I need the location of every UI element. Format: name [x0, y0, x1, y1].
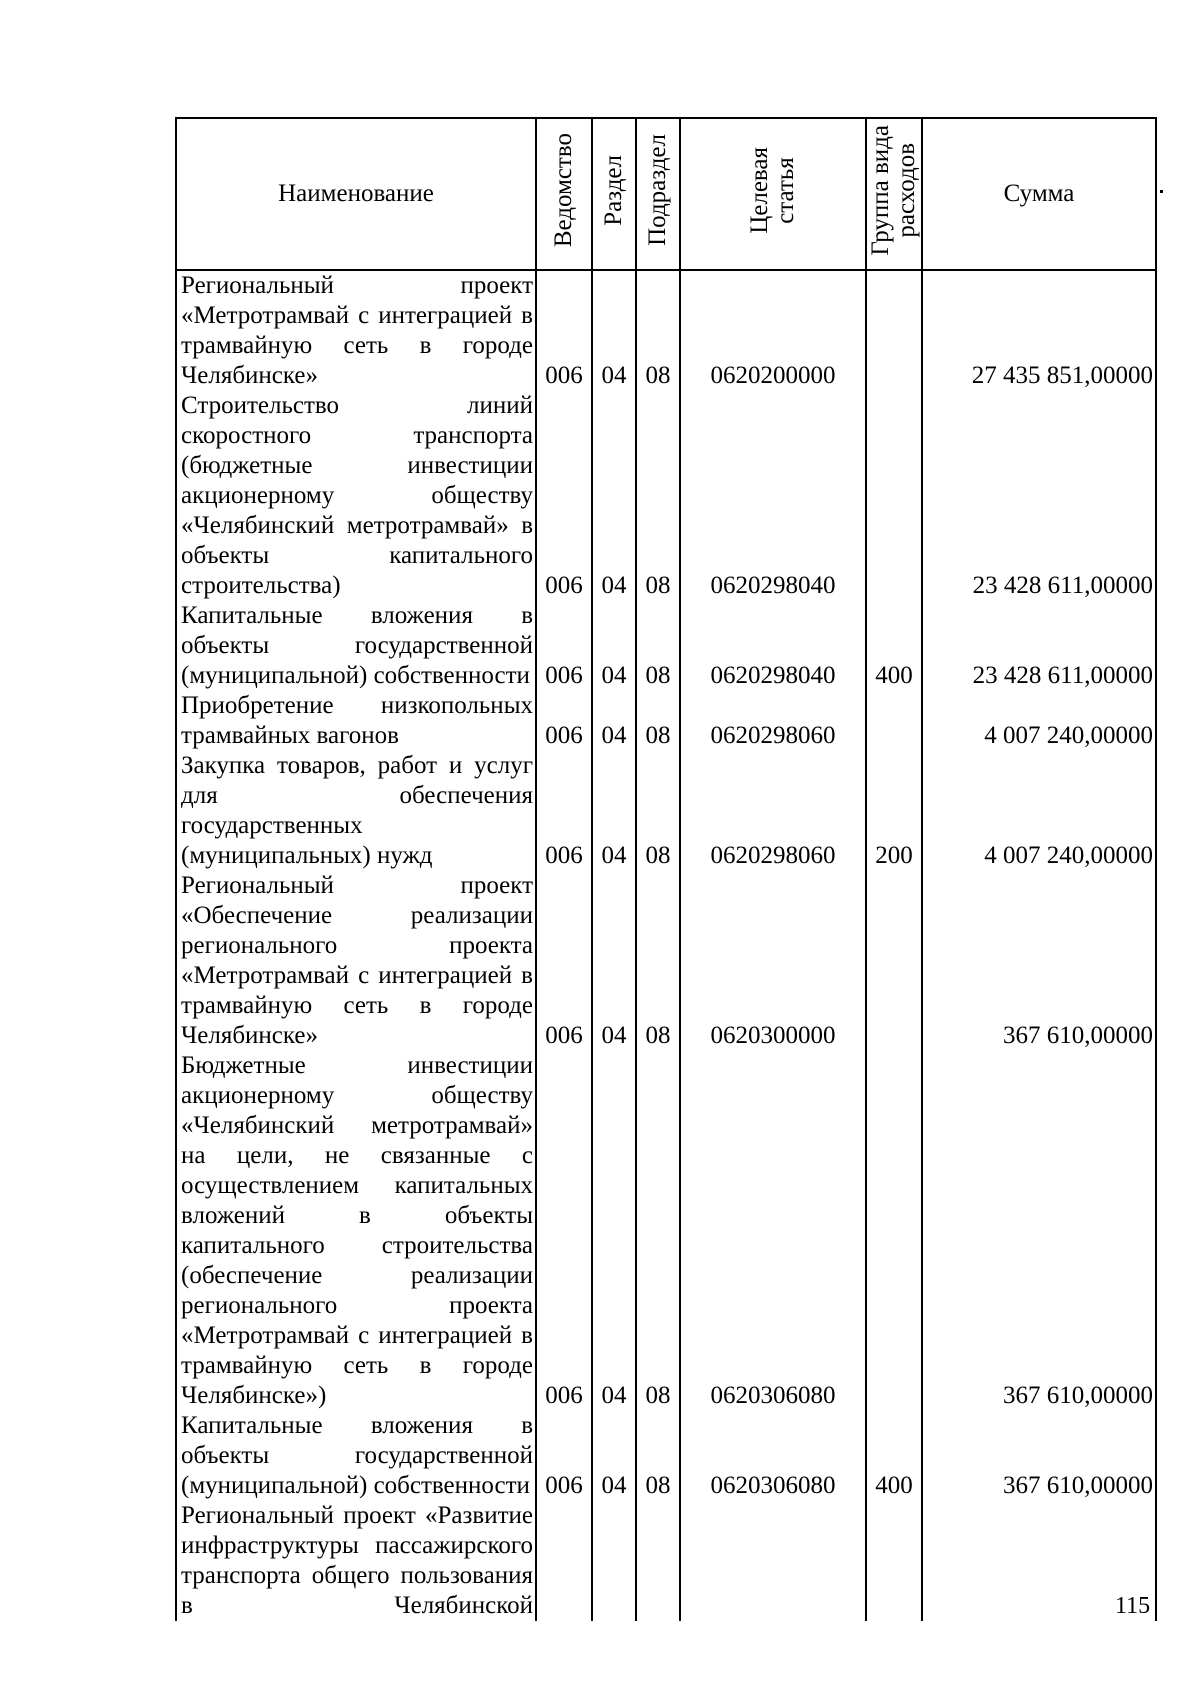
row-sum-cell: 367 610,00000: [922, 871, 1156, 1051]
table-row: [176, 751, 1156, 871]
table-row: [176, 1411, 1156, 1501]
row-target-cell: 0620298060: [680, 751, 866, 871]
row-group-cell: 400: [866, 1411, 922, 1501]
row-target-cell: [680, 1501, 866, 1621]
table-header-row: [176, 118, 1156, 270]
row-subsection-cell: 08: [636, 601, 680, 691]
row-section-cell: 04: [592, 691, 636, 751]
table-row: [176, 601, 1156, 691]
header-subsection: [636, 118, 680, 270]
header-dept-label: Ведомство: [550, 132, 577, 248]
row-name-cell: Региональный проект «Развитие инфраструктуры пассажирского транспорта общего пользования в Челябинской: [176, 1501, 536, 1621]
row-target-cell: 0620200000: [680, 270, 866, 391]
row-target-cell: 0620298060: [680, 691, 866, 751]
table-row: [176, 871, 1156, 1051]
header-group: [866, 118, 922, 270]
table-row: [176, 1501, 1156, 1621]
table-row: [176, 270, 1156, 391]
row-group-cell: [866, 691, 922, 751]
row-section-cell: 04: [592, 751, 636, 871]
row-dept-cell: 006: [536, 601, 592, 691]
header-group-line1: Группа вида: [867, 124, 894, 256]
row-dept-cell: 006: [536, 270, 592, 391]
row-group-cell: [866, 391, 922, 601]
page-number: 115: [1115, 1593, 1151, 1619]
row-dept-cell: 006: [536, 391, 592, 601]
scan-mark: [1160, 190, 1163, 193]
row-name-cell: Бюджетные инвестиции акционерному обществу «Челябинский метротрамвай» на цели, не связанные с осуществлением капитальных вложений в объекты капитального строительства (обеспечение реализации регионального проекта «Метротрамвай с интеграцией в трамвайную сеть в городе Челябинске»): [176, 1051, 536, 1411]
row-subsection-cell: [636, 1501, 680, 1621]
row-dept-cell: 006: [536, 871, 592, 1051]
row-target-cell: 0620298040: [680, 601, 866, 691]
row-subsection-cell: 08: [636, 1411, 680, 1501]
table-row: [176, 691, 1156, 751]
row-group-cell: 400: [866, 601, 922, 691]
row-name-cell: Капитальные вложения в объекты государственной (муниципальной) собственности: [176, 1411, 536, 1501]
header-group-line2: расходов: [893, 142, 920, 238]
row-name-cell: Закупка товаров, работ и услуг для обеспечения государственных (муниципальных) нужд: [176, 751, 536, 871]
row-group-cell: [866, 871, 922, 1051]
row-sum-cell: 23 428 611,00000: [922, 391, 1156, 601]
header-target-line1: Целевая: [746, 146, 773, 234]
budget-table: [175, 117, 1157, 1621]
row-group-cell: [866, 270, 922, 391]
row-sum-cell: 4 007 240,00000: [922, 751, 1156, 871]
row-target-cell: 0620300000: [680, 871, 866, 1051]
row-section-cell: 04: [592, 871, 636, 1051]
row-sum-cell: 23 428 611,00000: [922, 601, 1156, 691]
table-body: [176, 270, 1156, 1621]
row-name-cell: Региональный проект «Метротрамвай с интеграцией в трамвайную сеть в городе Челябинске»: [176, 270, 536, 391]
row-subsection-cell: 08: [636, 391, 680, 601]
row-sum-cell: 27 435 851,00000: [922, 270, 1156, 391]
header-target-label: [747, 147, 799, 234]
row-section-cell: [592, 1501, 636, 1621]
header-target: [680, 118, 866, 270]
row-group-cell: 200: [866, 751, 922, 871]
row-sum-cell: 4 007 240,00000: [922, 691, 1156, 751]
row-dept-cell: [536, 1501, 592, 1621]
row-subsection-cell: 08: [636, 871, 680, 1051]
table-row: [176, 391, 1156, 601]
row-sum-cell: 367 610,00000: [922, 1411, 1156, 1501]
row-group-cell: [866, 1051, 922, 1411]
row-sum-cell: 367 610,00000: [922, 1051, 1156, 1411]
row-dept-cell: 006: [536, 1051, 592, 1411]
header-dept: [536, 118, 592, 270]
table-row: [176, 1051, 1156, 1411]
header-target-line2: статья: [772, 156, 799, 224]
header-sum: Сумма: [922, 118, 1156, 270]
header-section-label: Раздел: [600, 154, 627, 226]
row-name-cell: Капитальные вложения в объекты государственной (муниципальной) собственности: [176, 601, 536, 691]
row-dept-cell: 006: [536, 751, 592, 871]
header-section: [592, 118, 636, 270]
row-subsection-cell: 08: [636, 691, 680, 751]
row-section-cell: 04: [592, 601, 636, 691]
row-name-cell: Строительство линий скоростного транспорта (бюджетные инвестиции акционерному обществу «Челябинский метротрамвай» в объекты капитального строительства): [176, 391, 536, 601]
row-subsection-cell: 08: [636, 751, 680, 871]
row-section-cell: 04: [592, 270, 636, 391]
row-dept-cell: 006: [536, 1411, 592, 1501]
row-dept-cell: 006: [536, 691, 592, 751]
row-group-cell: [866, 1501, 922, 1621]
row-target-cell: 0620298040: [680, 391, 866, 601]
row-target-cell: 0620306080: [680, 1051, 866, 1411]
row-subsection-cell: 08: [636, 270, 680, 391]
row-subsection-cell: 08: [636, 1051, 680, 1411]
row-section-cell: 04: [592, 1411, 636, 1501]
header-group-label: [868, 125, 920, 256]
row-section-cell: 04: [592, 391, 636, 601]
row-name-cell: Приобретение низкопольных трамвайных вагонов: [176, 691, 536, 751]
header-subsection-label: Подраздел: [644, 134, 671, 246]
row-name-cell: Региональный проект «Обеспечение реализации регионального проекта «Метротрамвай с интеграцией в трамвайную сеть в городе Челябинске»: [176, 871, 536, 1051]
row-target-cell: 0620306080: [680, 1411, 866, 1501]
header-name: Наименование: [176, 118, 536, 270]
row-section-cell: 04: [592, 1051, 636, 1411]
